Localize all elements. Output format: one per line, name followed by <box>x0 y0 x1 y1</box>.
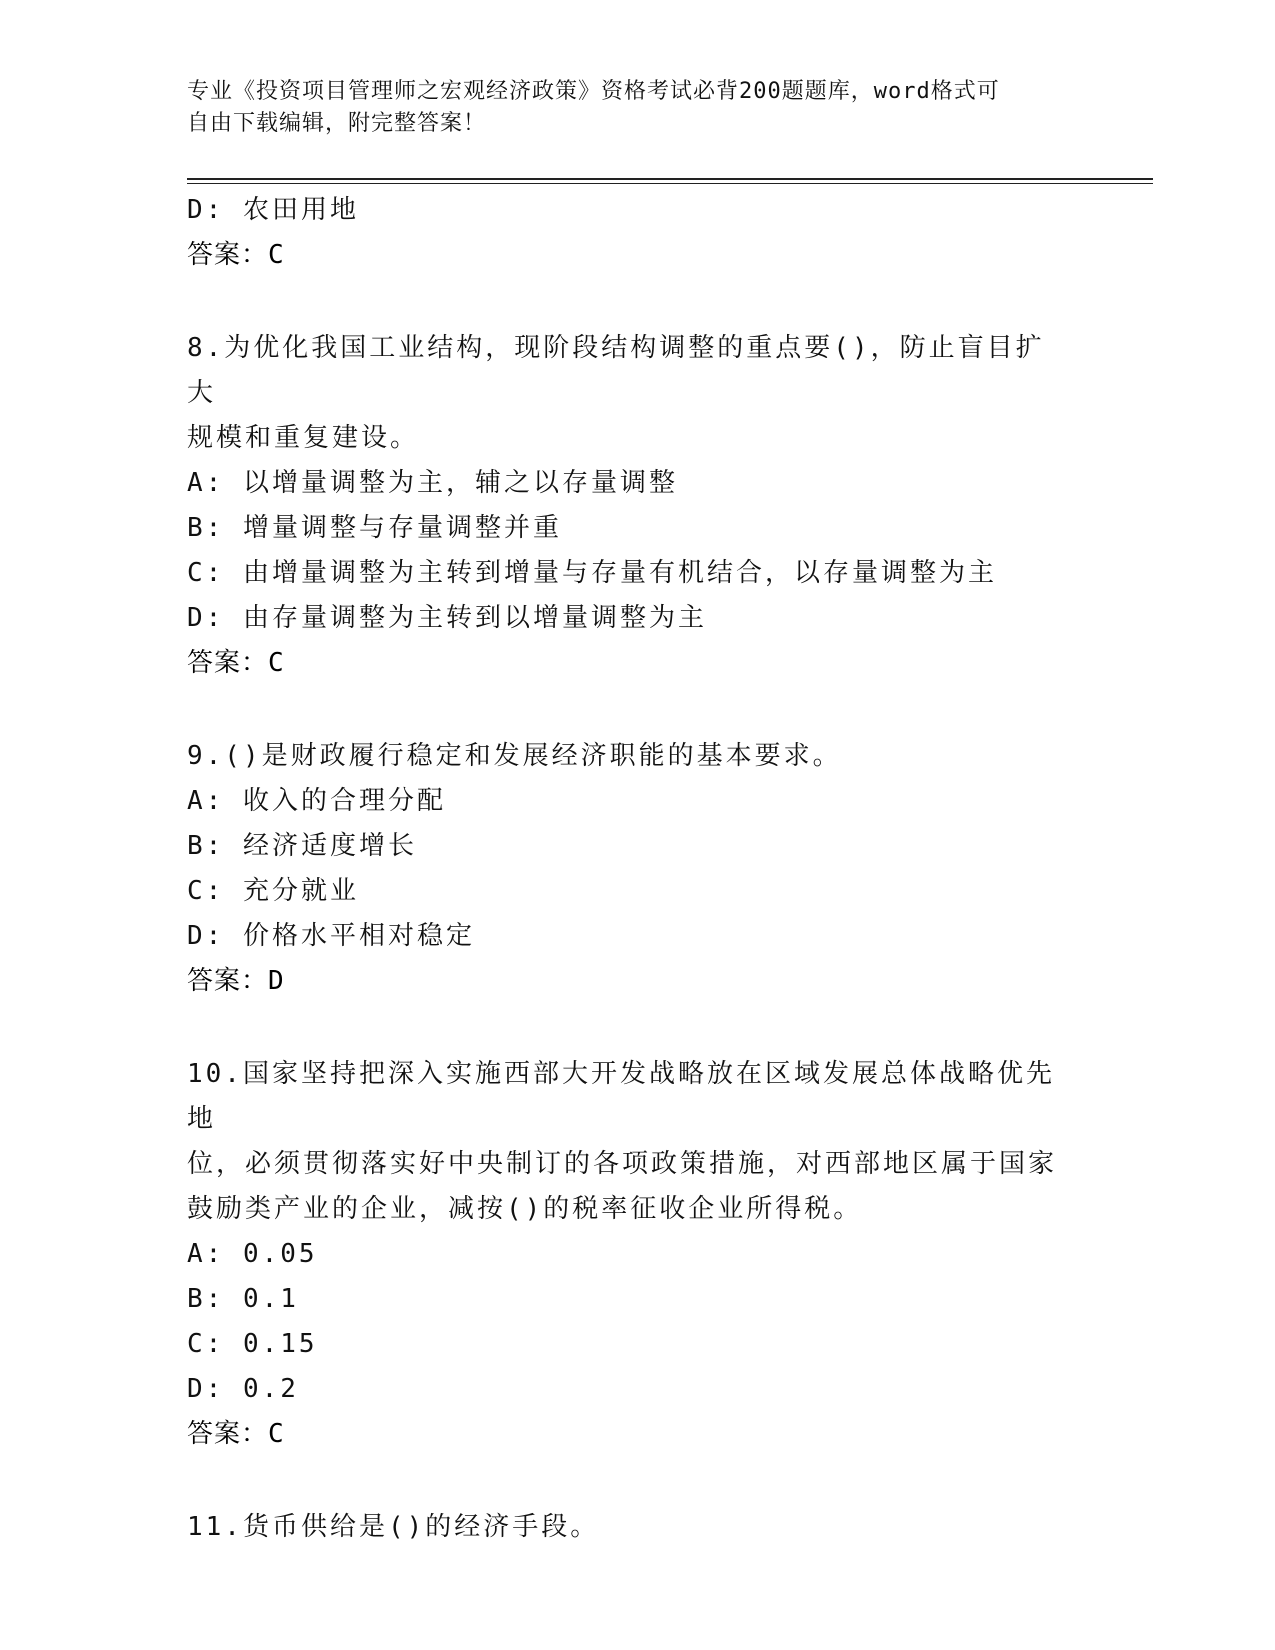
option-c: C: 由增量调整为主转到增量与存量有机结合，以存量调整为主 <box>187 558 997 588</box>
option-c: C: 充分就业 <box>187 876 359 906</box>
question-spacer <box>187 1004 1087 1052</box>
question-spacer <box>187 1457 1087 1505</box>
question-11-stem <box>187 1505 1067 1550</box>
question-8-stem <box>187 326 1067 461</box>
option-b: B: 0.1 <box>187 1284 299 1314</box>
question-spacer <box>187 278 1087 326</box>
answer-line <box>187 1412 1087 1457</box>
option-a: A: 0.05 <box>187 1239 318 1269</box>
document-body <box>187 188 1087 1550</box>
option-d: D: 农田用地 <box>187 195 359 225</box>
answer-label: 答案： <box>187 1419 269 1449</box>
option-a: A: 收入的合理分配 <box>187 786 446 816</box>
option-d: D: 0.2 <box>187 1374 299 1404</box>
option-b: B: 经济适度增长 <box>187 831 417 861</box>
question-10-stem <box>187 1052 1067 1232</box>
answer-label: 答案： <box>187 648 269 678</box>
answer-label: 答案： <box>187 966 269 996</box>
question-stem-line: 鼓励类产业的企业，减按()的税率征收企业所得税。 <box>187 1194 863 1224</box>
question-9-stem <box>187 734 1067 779</box>
question-stem-line: 9.()是财政履行稳定和发展经济职能的基本要求。 <box>187 741 842 771</box>
header-divider-thick <box>187 178 1153 180</box>
answer-value: C <box>268 1419 285 1449</box>
question-stem-line: 8.为优化我国工业结构，现阶段结构调整的重点要()，防止盲目扩大 <box>187 333 1045 408</box>
option-c: C: 0.15 <box>187 1329 318 1359</box>
question-spacer <box>187 686 1087 734</box>
answer-line <box>187 641 1087 686</box>
question-stem-line: 位，必须贯彻落实好中央制订的各项政策措施，对西部地区属于国家 <box>187 1149 1058 1179</box>
option-d: D: 由存量调整为主转到以增量调整为主 <box>187 603 707 633</box>
answer-line <box>187 233 1087 278</box>
answer-value: D <box>268 966 285 996</box>
answer-label: 答案： <box>187 240 269 270</box>
question-stem-line: 10.国家坚持把深入实施西部大开发战略放在区域发展总体战略优先地 <box>187 1059 1055 1134</box>
header-title-line-2: 自由下载编辑，附完整答案！ <box>187 111 487 136</box>
option-a: A: 以增量调整为主，辅之以存量调整 <box>187 468 678 498</box>
option-d: D: 价格水平相对稳定 <box>187 921 475 951</box>
header-divider-thin <box>187 183 1153 184</box>
answer-line <box>187 959 1087 1004</box>
header-title-line-1: 专业《投资项目管理师之宏观经济政策》资格考试必背200题题库，word格式可 <box>187 79 1000 104</box>
answer-value: C <box>268 240 285 270</box>
option-b: B: 增量调整与存量调整并重 <box>187 513 562 543</box>
question-stem-line: 规模和重复建设。 <box>187 423 420 453</box>
document-header <box>187 76 1087 140</box>
question-stem-line: 11.货币供给是()的经济手段。 <box>187 1512 600 1542</box>
answer-value: C <box>268 648 285 678</box>
